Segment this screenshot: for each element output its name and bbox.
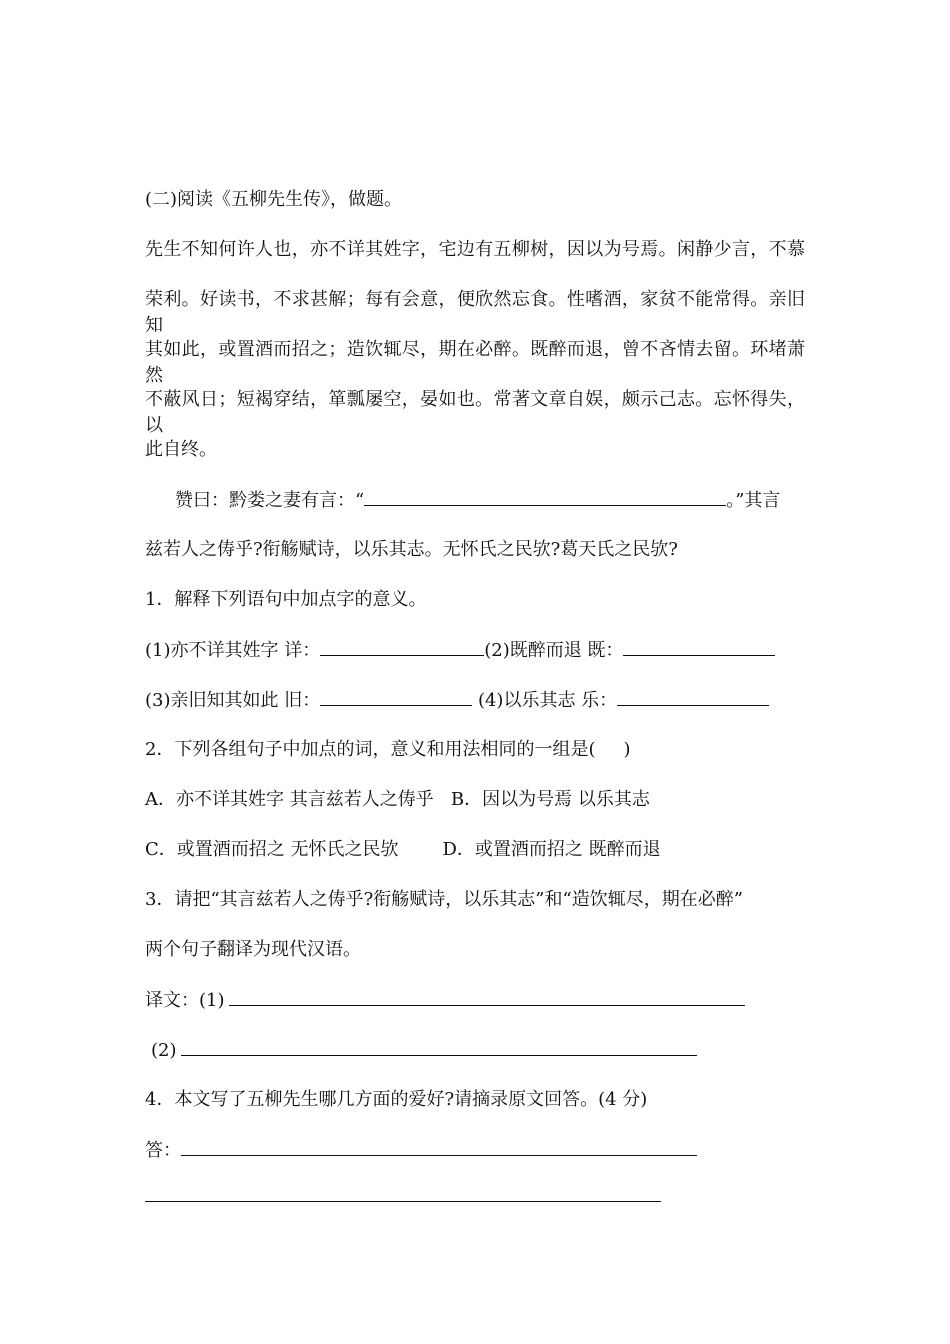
q3-blank-1[interactable] <box>229 987 745 1006</box>
heading: (二)阅读《五柳先生传》，做题。 <box>145 189 403 210</box>
q3-translation-1 <box>145 987 745 1014</box>
q2-stem-line <box>145 737 631 763</box>
q3-label-2: (2) <box>151 1040 177 1061</box>
q4-answer-line-2[interactable] <box>145 1183 661 1202</box>
q2-stem: 2．下列各组句子中加点的词，意义和用法相同的一组是( <box>145 739 596 760</box>
q4-answer-line-1 <box>145 1137 697 1164</box>
q1-row-2 <box>145 687 769 714</box>
q2-option-c[interactable]: C．或置酒而招之 无怀氏之民欤 <box>145 839 399 860</box>
q4-blank-1[interactable] <box>181 1137 697 1156</box>
q3-label-1: 译文：(1) <box>145 990 225 1011</box>
q3-translation-2 <box>151 1037 697 1064</box>
passage-line-4: 不蔽风日；短褐穿结，箪瓢屡空，晏如也。常著文章自娱，颇示己志。忘怀得失，以 <box>145 389 805 436</box>
q3-blank-2[interactable] <box>181 1037 697 1056</box>
passage-line-1: 先生不知何许人也，亦不详其姓字，宅边有五柳树，因以为号焉。闲静少言，不慕 <box>145 239 805 260</box>
q2-options-2 <box>145 837 661 863</box>
q4-stem: 4．本文写了五柳先生哪几方面的爱好?请摘录原文回答。(4 分) <box>145 1089 648 1110</box>
q1-blank-1[interactable] <box>320 637 484 656</box>
zan-blank[interactable] <box>364 487 726 506</box>
q1-item-3: (3)亲旧知其如此 旧： <box>145 690 321 711</box>
passage-line-2: 荣利。好读书，不求甚解；每有会意，便欣然忘食。性嗜酒，家贫不能常得。亲旧知 <box>145 289 805 336</box>
q3-stem: 3．请把“其言兹若人之俦乎?衔觞赋诗，以乐其志”和“造饮辄尽，期在必醉” <box>145 889 743 910</box>
q4-answer-label: 答： <box>145 1140 181 1161</box>
zan-prefix: 赞曰：黔娄之妻有言：“ <box>175 490 365 511</box>
q2-option-a[interactable]: A．亦不详其姓字 其言兹若人之俦乎 <box>145 789 434 810</box>
q2-option-d[interactable]: D．或置酒而招之 既醉而退 <box>442 839 661 860</box>
q1-item-4: (4)以乐其志 乐： <box>477 690 618 711</box>
passage-line-3: 其如此，或置酒而招之；造饮辄尽，期在必醉。既醉而退，曾不吝情去留。环堵萧然 <box>145 339 805 386</box>
q1-stem: 1．解释下列语句中加点字的意义。 <box>145 589 427 610</box>
q1-item-2: (2)既醉而退 既： <box>484 640 624 661</box>
zan-line-2: 兹若人之俦乎?衔觞赋诗，以乐其志。无怀氏之民欤?葛天氏之民欤? <box>145 539 678 560</box>
q2-stem-end: ) <box>623 739 631 760</box>
q2-options-1 <box>145 787 650 813</box>
passage-line-5: 此自终。 <box>145 439 217 460</box>
zan-line-1 <box>175 487 780 514</box>
q2-option-b[interactable]: B．因以为号焉 以乐其志 <box>450 789 650 810</box>
q3-stem-2: 两个句子翻译为现代汉语。 <box>145 939 361 960</box>
q1-row-1 <box>145 637 775 664</box>
q1-blank-3[interactable] <box>320 687 472 706</box>
q1-blank-4[interactable] <box>617 687 769 706</box>
q1-item-1: (1)亦不详其姓字 详： <box>145 640 321 661</box>
zan-suffix: 。”其言 <box>726 490 781 511</box>
q1-blank-2[interactable] <box>623 637 775 656</box>
